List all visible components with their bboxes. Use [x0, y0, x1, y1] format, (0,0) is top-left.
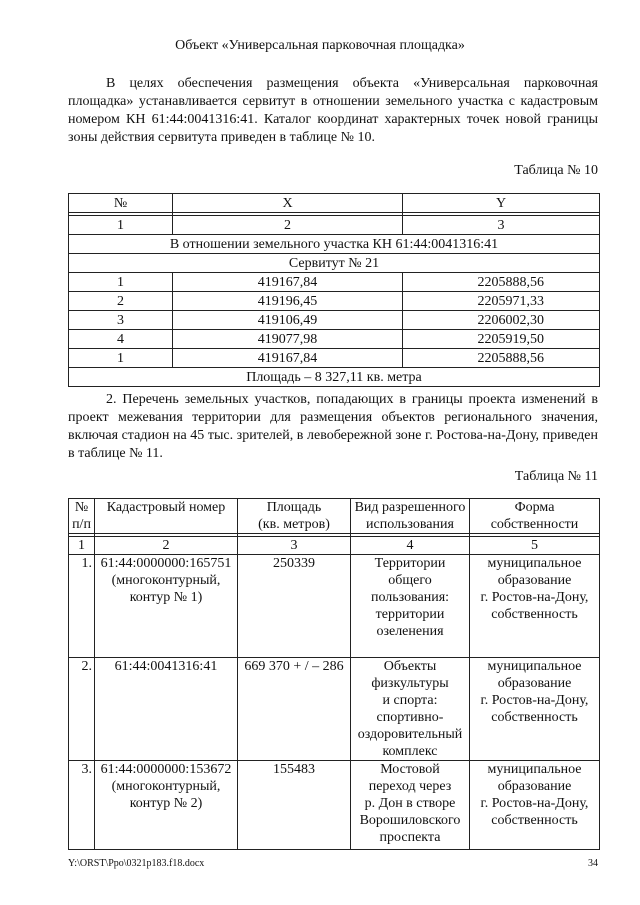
ownership-form: муниципальное образование г. Ростов-на-Дону, собственность: [470, 658, 600, 761]
coordinates-table: [68, 193, 600, 387]
y-coordinate: 2205888,56: [403, 349, 600, 368]
section-title: В отношении земельного участка КН 61:44:0041316:41: [69, 235, 600, 254]
x-coordinate: 419077,98: [173, 330, 403, 349]
header-number: № п/п: [69, 499, 95, 534]
object-title: Объект «Универсальная парковочная площадка»: [175, 38, 465, 53]
header-cadastral-number: Кадастровый номер: [95, 499, 238, 534]
point-number: 1: [69, 273, 173, 292]
x-coordinate: 419167,84: [173, 273, 403, 292]
x-coordinate: 419196,45: [173, 292, 403, 311]
index-cell: 2: [95, 537, 238, 555]
row-number: 2.: [69, 658, 95, 761]
table-index-row: [69, 537, 600, 555]
ownership-form: муниципальное образование г. Ростов-на-Дону, собственность: [470, 761, 600, 850]
permitted-use: Территории общего пользования: территории озеленения: [351, 555, 470, 658]
servitude-paragraph: В целях обеспечения размещения объекта «Универсальная парковочная площадка» устанавливается сервитут в отношении земельного участка с кадастровым номером КН 61:44:0041316:41. Каталог координат характерных точек новой границы зоны действия сервитута приведен в таблице № 10.: [68, 76, 598, 145]
index-cell: 3: [238, 537, 351, 555]
x-coordinate: 419167,84: [173, 349, 403, 368]
table-row: [69, 761, 600, 850]
table-row: [69, 349, 600, 368]
land-plots-table: [68, 498, 600, 850]
row-number: 3.: [69, 761, 95, 850]
page-number: 34: [588, 858, 598, 869]
ownership-form: муниципальное образование г. Ростов-на-Дону, собственность: [470, 555, 600, 658]
table-header-row: [69, 194, 600, 213]
section-row: [69, 235, 600, 254]
index-cell: 1: [69, 216, 173, 235]
header-permitted-use: Вид разрешенного использования: [351, 499, 470, 534]
area-row: [69, 368, 600, 387]
permitted-use: Мостовой переход через р. Дон в створе Ворошиловского проспекта: [351, 761, 470, 850]
table-row: [69, 273, 600, 292]
header-y: Y: [403, 194, 600, 213]
index-cell: 3: [403, 216, 600, 235]
cadastral-number: 61:44:0000000:153672 (многоконтурный, контур № 2): [95, 761, 238, 850]
land-plots-paragraph: 2. Перечень земельных участков, попадающих в границы проекта изменений в проект межевания территории для размещения объектов регионального значения, включая стадион на 45 тыс. зрителей, в левобережной зоне г. Ростова-на-Дону, приведен в таблице № 11.: [68, 392, 598, 461]
y-coordinate: 2206002,30: [403, 311, 600, 330]
table10-caption: Таблица № 10: [514, 163, 598, 178]
table-row: [69, 330, 600, 349]
cadastral-number: 61:44:0000000:165751 (многоконтурный, контур № 1): [95, 555, 238, 658]
point-number: 4: [69, 330, 173, 349]
header-area: Площадь (кв. метров): [238, 499, 351, 534]
y-coordinate: 2205919,50: [403, 330, 600, 349]
index-cell: 4: [351, 537, 470, 555]
servitude-row: [69, 254, 600, 273]
point-number: 1: [69, 349, 173, 368]
table-header-row: [69, 499, 600, 534]
plot-area: 155483: [238, 761, 351, 850]
area-value: Площадь – 8 327,11 кв. метра: [69, 368, 600, 387]
x-coordinate: 419106,49: [173, 311, 403, 330]
row-number: 1.: [69, 555, 95, 658]
table-index-row: [69, 216, 600, 235]
plot-area: 669 370 + / – 286: [238, 658, 351, 761]
header-number: №: [69, 194, 173, 213]
index-cell: 5: [470, 537, 600, 555]
y-coordinate: 2205888,56: [403, 273, 600, 292]
index-cell: 2: [173, 216, 403, 235]
servitude-title: Сервитут № 21: [69, 254, 600, 273]
table-row: [69, 292, 600, 311]
table-row: [69, 555, 600, 658]
file-path: Y:\ORST\Ppo\0321p183.f18.docx: [68, 858, 205, 869]
point-number: 3: [69, 311, 173, 330]
index-cell: 1: [69, 537, 95, 555]
plot-area: 250339: [238, 555, 351, 658]
point-number: 2: [69, 292, 173, 311]
table11-caption: Таблица № 11: [514, 469, 598, 484]
cadastral-number: 61:44:0041316:41: [95, 658, 238, 761]
permitted-use: Объекты физкультуры и спорта: спортивно- оздоровительный комплекс: [351, 658, 470, 761]
table-row: [69, 311, 600, 330]
table-row: [69, 658, 600, 761]
header-x: X: [173, 194, 403, 213]
header-ownership: Форма собственности: [470, 499, 600, 534]
y-coordinate: 2205971,33: [403, 292, 600, 311]
